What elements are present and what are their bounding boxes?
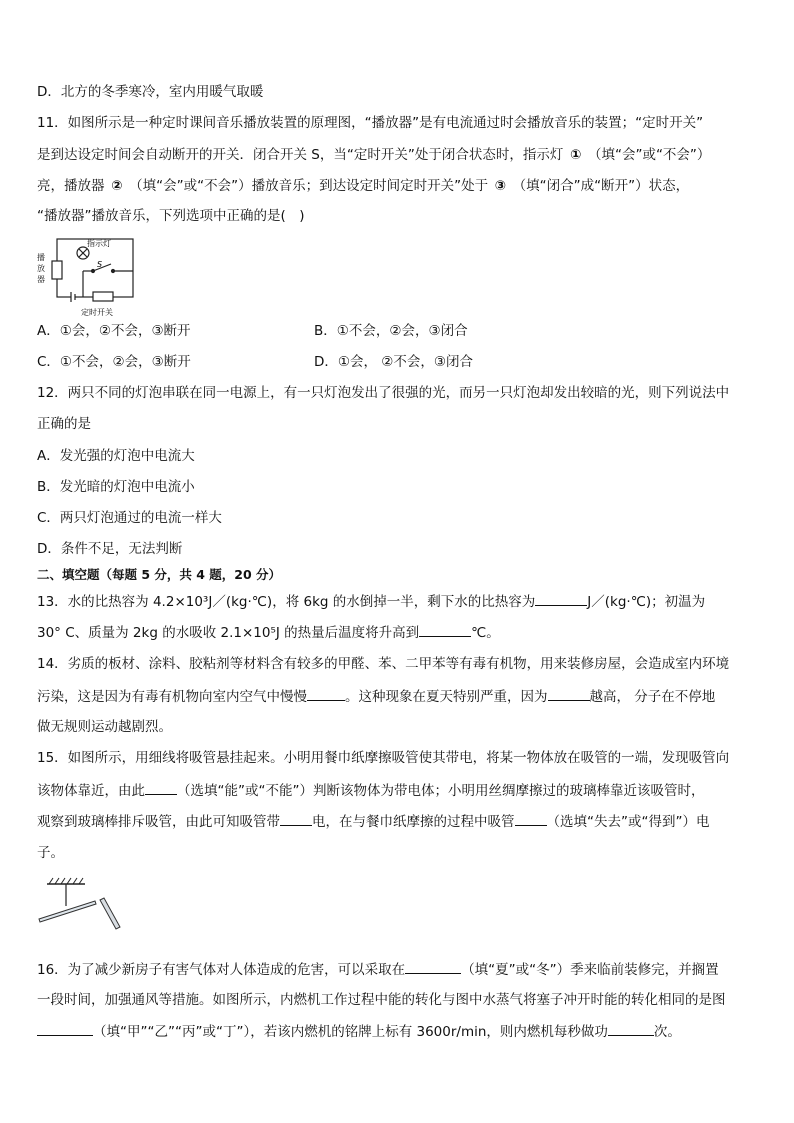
q11-blank-2: ② [111,178,123,194]
q12-option-d: D．条件不足，无法判断 [37,541,183,557]
section-heading: 二、填空题（每题 5 分，共 4 题，20 分） [37,567,282,582]
q16-text: （填“夏”或“冬”）季来临前装修完，并搁置 [461,962,719,978]
q15-text: （选填“失去”或“得到”）电 [546,814,710,830]
q14-blank-1 [307,686,345,701]
switch-label: S [97,260,103,269]
q15-text: 电，在与餐巾纸摩擦的过程中吸管 [312,814,515,830]
q14-line-1: 14．劣质的板材、涂料、胶粘剂等材料含有较多的甲醛、苯、二甲苯等有毒有机物，用来装修房屋，会造成室内环境 [37,656,730,672]
q15-line-2 [37,780,704,801]
q13-text: 30° C、质量为 2kg 的水吸收 2.1×10⁵J 的热量后温度将升高到 [37,625,420,641]
q16-text: 16．为了减少新房子有害气体对人体造成的危害，可以采取在 [37,962,406,978]
q14-text: 越高， 分子在不停地 [589,689,716,705]
q15-text: 观察到玻璃棒排斥吸管，由此可知吸管带 [37,814,280,830]
q12-line-1: 12．两只不同的灯泡串联在同一电源上，有一只灯泡发出了很强的光，而另一只灯泡却发出较暗的光，则下列说法中 [37,385,730,401]
q15-line-4: 子。 [37,845,64,861]
q11-line-3 [37,176,689,196]
q11-line-4: “播放器”播放音乐，下列选项中正确的是( ) [37,208,305,224]
q12-option-a: A．发光强的灯泡中电流大 [37,448,195,464]
q16-text: 次。 [653,1024,681,1040]
q11-option-b: B．①不会，②会，③闭合 [314,323,468,339]
player-label: 播放器 [37,253,45,284]
timer-label: 定时开关 [81,308,113,317]
q14-line-2 [37,686,715,707]
q12-option-b: B．发光暗的灯泡中电流小 [37,479,195,495]
q11-blank-3: ③ [494,178,507,194]
q16-blank-1 [405,959,461,974]
q11-text: 是到达设定时间会自动断开的开关．闭合开关 S，当“定时开关”处于闭合状态时，指示灯 [37,147,564,163]
q15-blank-1 [145,780,177,795]
q14-blank-2 [548,686,590,701]
q11-option-a: A．①会，②不会，③断开 [37,323,191,339]
q13-blank-1 [535,591,587,606]
q12-option-c: C．两只灯泡通过的电流一样大 [37,510,222,526]
q13-text: J／(kg·℃)；初温为 [587,594,706,610]
q15-line-3 [37,811,709,832]
q15-blank-3 [515,811,547,826]
q15-text: （选填“能”或“不能”）判断该物体为带电体；小明用丝绸摩擦过的玻璃棒靠近该吸管时， [177,783,705,799]
q11-line-2 [37,145,710,165]
q15-blank-2 [280,811,312,826]
q14-line-3: 做无规则运动越剧烈。 [37,719,172,735]
q13-blank-2 [419,622,471,637]
q15-text: 该物体靠近，由此 [37,783,145,799]
q16-line-2: 一段时间，加强通风等措施。如图所示，内燃机工作过程中能的转化与图中水蒸气将塞子冲开时能的转化相同的是图 [37,992,726,1008]
q13-text: ℃。 [471,625,500,641]
q11-line-1: 11．如图所示是一种定时课间音乐播放装置的原理图，“播放器”是有电流通过时会播放音乐的装置；“定时开关” [37,115,704,131]
option-d-previous: D．北方的冬季寒冷，室内用暖气取暖 [37,84,264,100]
q14-text: 污染，这是因为有毒有机物向室内空气中慢慢 [37,689,307,705]
q16-blank-3 [608,1021,654,1036]
lamp-label: 指示灯 [87,239,111,248]
q11-text: 亮，播放器 [37,178,105,194]
q14-text: 。这种现象在夏天特别严重，因为 [345,689,548,705]
q11-text: （填“会”或“不会”） [587,147,711,163]
q11-text: （填“闭合”成“断开”）状态， [512,178,690,194]
q12-line-2: 正确的是 [37,416,91,432]
q16-line-1 [37,959,719,980]
q11-option-d: D．①会， ②不会，③闭合 [314,354,473,370]
q13-line-1 [37,591,705,612]
straw-diagram [37,872,127,932]
q13-line-2 [37,622,500,643]
q11-blank-1: ① [569,147,582,163]
q11-option-c: C．①不会，②会，③断开 [37,354,191,370]
q11-text: （填“会”或“不会”）播放音乐；到达设定时间定时开关”处于 [129,178,489,194]
q16-text: （填“甲”“乙”“丙”或“丁”），若该内燃机的铭牌上标有 3600r/min，则内燃机每秒做功 [93,1024,608,1040]
q16-line-3 [37,1021,681,1042]
q16-blank-2 [37,1021,93,1036]
q13-text: 13．水的比热容为 4.2×10³J／(kg·℃)，将 6kg 的水倒掉一半，剩下水的比热容为 [37,594,536,610]
circuit-diagram [37,231,137,317]
q15-line-1: 15．如图所示，用细线将吸管悬挂起来。小明用餐巾纸摩擦吸管使其带电，将某一物体放在吸管的一端，发现吸管向 [37,750,730,766]
